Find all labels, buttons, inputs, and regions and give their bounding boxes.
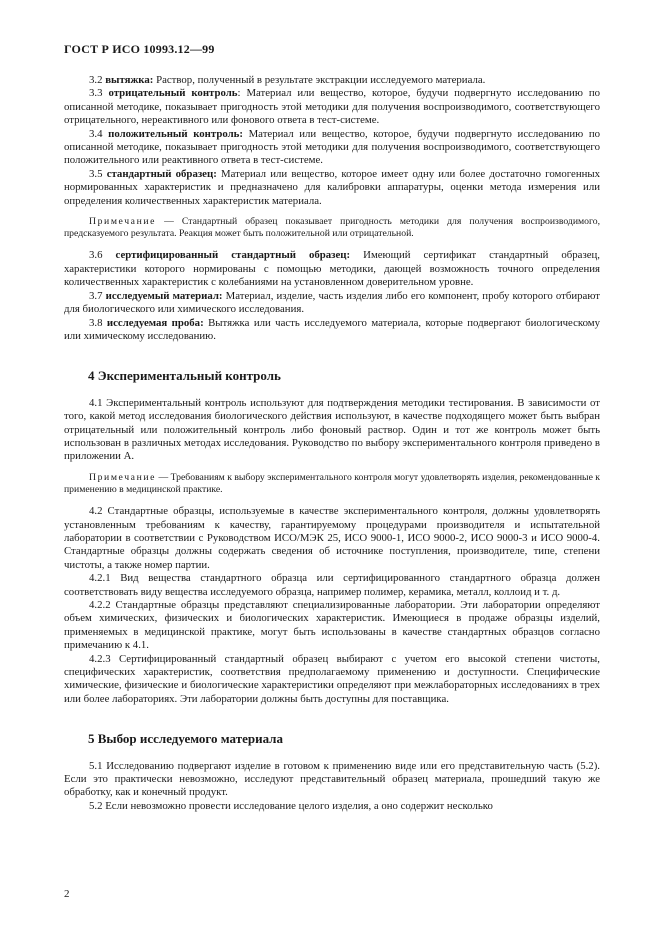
clause-5-2: 5.2 Если невозможно провести исследование целого изделия, а оно содержит несколько <box>89 799 493 812</box>
note-4-1: Примечание — Требованиям к выбору экспериментального контроля могут удовлетворять изделия, рекомендованные к применению в медицинской практике. <box>64 471 601 495</box>
note-3-5: Примечание — Стандартный образец показывает пригодность методики для получения воспроизводимого, предсказуемого результата. Реакция может быть положительной или отрицательной. <box>64 216 600 240</box>
term: отрицательный контроль <box>108 87 238 100</box>
page-header: ГОСТ Р ИСО 10993.12—99 <box>64 42 215 56</box>
clause-3-8: 3.8 исследуемая проба: Вытяжка или часть исследуемого материала, которые подвергают биологическому или химическому исследованию. <box>64 316 601 342</box>
clause-3-5: 3.5 стандартный образец: Материал или вещество, которое имеет одну или более достаточно гомогенных нормированных характеристик и предназначено для калибровки аппаратуры, оценки метода измерения или определения количественных характеристик материала. <box>64 167 601 207</box>
page-number: 2 <box>64 888 70 900</box>
term: вытяжка: <box>105 74 154 86</box>
section-4-heading: 4 Экспериментальный контроль <box>88 368 281 384</box>
term: стандартный образец: <box>106 167 217 180</box>
clause-5-1: 5.1 Исследованию подвергают изделие в готовом к применению виде или его представительную часть (5.2). Если это практически невозможно, исследуют представительный образец материала, прошедший такую же обработку, как и конечный продукт. <box>64 759 600 799</box>
term: сертифицированный стандартный образец: <box>115 249 351 262</box>
section-5-heading: 5 Выбор исследуемого материала <box>88 731 283 747</box>
clause-4-2: 4.2 Стандартные образцы, используемые в качестве экспериментального контроля, должны удовлетворять установленным требованиям к качеству, гарантируемому процедурами производителя и испытательной лаборатории в соответствии с Руководством ИСО/МЭК 25, ИСО 9000-1, ИСО 9000-2, ИСО 9000-3 и ИСО 9000-4. Стандартные образцы должны содержать сведения об источнике поступления, производителе, типе, степени чистоты, а также номер партии. <box>64 505 600 571</box>
document-body <box>64 74 600 813</box>
clause-3-6: 3.6 сертифицированный стандартный образец: Имеющий сертификат стандартный образец, характеристики которого нормированы с помощью методики, дающей возможность точного определения количественных характеристик с колебаниями на установленном доверительном уровне. <box>64 249 600 289</box>
clause-4-1: 4.1 Экспериментальный контроль используют для подтверждения методики тестирования. В зависимости от того, какой метод исследования биологического действия используют, в качестве подходящего может быть выбран отрицательный или положительный контроль либо фоновый раствор. Один и тот же контроль может быть использован в различных методах исследования. Руководство по выбору экспериментального контроля приведено в приложении А. <box>64 396 600 463</box>
term: исследуемый материал: <box>105 289 223 302</box>
clause-4-2-1: 4.2.1 Вид вещества стандартного образца или сертифицированного стандартного образца должен соответствовать виду вещества исследуемого образца, например полимер, керамика, металл, коллоид и т. д. <box>64 572 600 598</box>
term: положительный контроль: <box>108 127 243 140</box>
clause-3-3: 3.3 отрицательный контроль: Материал или вещество, которое, будучи подвергнуто исследованию по описанной методике, показывает пригодность этой методики для получения воспроизводимого, соответствующего отрицательного, нереактивного или фонового ответа в тест-системе. <box>64 87 600 127</box>
clause-3-2: 3.2 вытяжка: Раствор, полученный в результате экстракции исследуемого материала. <box>89 74 486 86</box>
term: исследуемая проба: <box>106 316 204 329</box>
clause-4-2-3: 4.2.3 Сертифицированный стандартный образец выбирают с учетом его высокой степени чистоты, специфических характеристик, соответствия предполагаемому применению и доступности. Специфические химические, физические и биологические характеристики определяют при межлабораторных исследованиях в трех или более лабораториях. Эти лаборатории должны быть доступны для поставщика. <box>64 652 600 705</box>
clause-3-4: 3.4 положительный контроль: Материал или вещество, которое, будучи подвергнуто исследованию по описанной методике, показывает пригодность этой методики для получения воспроизводимого, соответствующего положительного или реактивного ответа в тест-системе. <box>64 127 601 167</box>
clause-3-7: 3.7 исследуемый материал: Материал, изделие, часть изделия либо его компонент, пробу которого отбирают для биологического или химического исследования. <box>64 289 600 316</box>
clause-4-2-2: 4.2.2 Стандартные образцы представляют специализированные лаборатории. Эти лаборатории определяют объем химических, физических и биологических характеристик. Имеющиеся в продаже образцы изделий, применяемых в медицинской практике, могут быть использованы в качестве стандартных образцов согласно примечанию к 4.1. <box>64 599 600 652</box>
